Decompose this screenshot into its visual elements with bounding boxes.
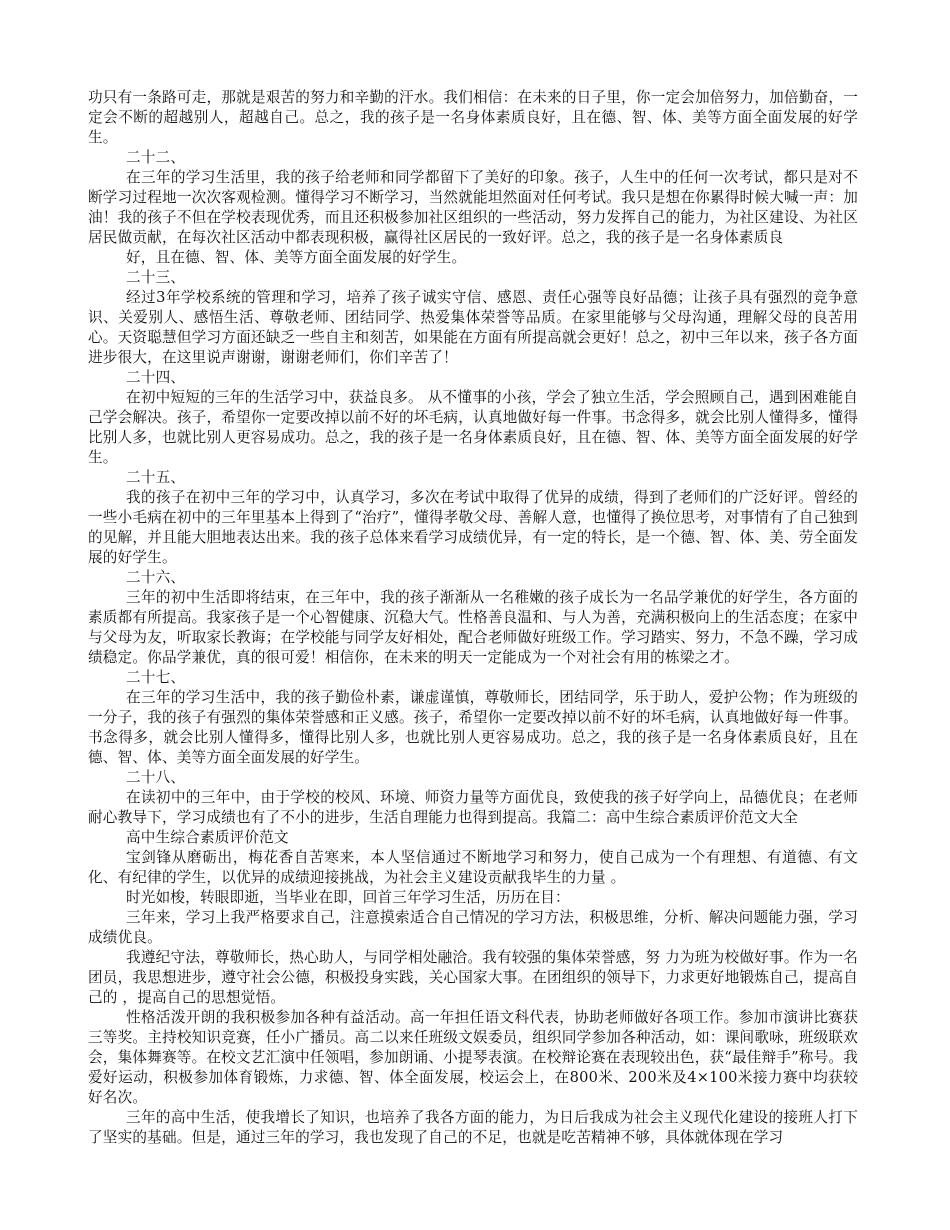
paragraph: 经过3年学校系统的管理和学习，培养了孩子诚实守信、感恩、责任心强等良好品德；让孩子具有强烈的竞争意识、关爱别人、感悟生活、尊敬老师、团结同学、热爱集体荣誉等品质。在家里能够与父母沟通，理解父母的良苦用心。天资聪慧但学习方面还缺乏一些自主和刻苦，如果能在方面有所提高就会更好！总之，初中三年以来，孩子各方面进步很大，在这里说声谢谢，谢谢老师们，你们辛苦了！ — [88, 289, 858, 366]
paragraph: 时光如梭，转眼即逝，当毕业在即，回首三年学习生活，历历在目： — [126, 889, 570, 906]
section-heading: 二十八、 — [126, 769, 186, 786]
paragraph: 在读初中的三年中，由于学校的校风、环境、师资力量等方面优良，致使我的孩子好学向上，品德优良；在老师耐心教导下，学习成绩也有了不小的进步，生活自理能力也得到提高。我篇二：高中生综合素质评价范文大全 — [88, 789, 858, 826]
paragraph: 在三年的学习生活中，我的孩子勤俭朴素，谦虚谨慎，尊敬师长，团结同学，乐于助人，爱护公物；作为班级的一分子，我的孩子有强烈的集体荣誉感和正义感。孩子，希望你一定要改掉以前不好的坏毛病，认真地做好每一件事。书念得多，就会比别人懂得多，懂得比别人多，也就比别人更容易成功。总之，我的孩子是一名身体素质良好，且在德、智、体、美等方面全面发展的好学生。 — [88, 689, 858, 766]
paragraph: 我的孩子在初中三年的学习中，认真学习，多次在考试中取得了优异的成绩，得到了老师们的广泛好评。曾经的一些小毛病在初中的三年里基本上得到了“治疗”，懂得孝敬父母、善解人意，也懂得了换位思考，对事情有了自己独到的见解，并且能大胆地表达出来。我的孩子总体来看学习成绩优异，有一定的特长，是一个德、智、体、美、劳全面发展的好学生。 — [88, 489, 858, 566]
paragraph: 性格活泼开朗的我积极参加各种有益活动。高一年担任语文科代表，协助老师做好各项工作。参加市演讲比赛获三等奖。主持校知识竞赛，任小广播员。高二以来任班级文娱委员，组织同学参加各种活动，如：课间歌咏，班级联欢会，集体舞赛等。在校文艺汇演中任领唱，参加朗诵、小提琴表演。在校辩论赛在表现较出色，获“最佳辩手”称号。我爱好运动，积极参加体育锻炼，力求德、智、体全面发展，校运会上，在800米、200米及4×100米接力赛中均获较好名次。 — [88, 1009, 858, 1106]
paragraph: 三年的初中生活即将结束，在三年中，我的孩子渐渐从一名稚嫩的孩子成长为一名品学兼优的好学生，各方面的素质都有所提高。我家孩子是一个心智健康、沉稳大气。性格善良温和、与人为善，充满积极向上的生活态度；在家中与父母为友，听取家长教诲；在学校能与同学友好相处，配合老师做好班级工作。学习踏实、努力，不急不躁，学习成绩稳定。你品学兼优，真的很可爱！相信你，在未来的明天一定能成为一个对社会有用的栋梁之才。 — [88, 589, 858, 666]
section-heading: 二十四、 — [126, 369, 186, 386]
paragraph: 宝剑锋从磨砺出，梅花香自苦寒来，本人坚信通过不断地学习和努力，使自己成为一个有理想、有道德、有文化、有纪律的学生，以优异的成绩迎接挑战，为社会主义建设贡献我毕生的力量 。 — [88, 849, 858, 886]
paragraph: 好，且在德、智、体、美等方面全面发展的好学生。 — [126, 249, 467, 266]
document-page — [88, 88, 858, 1148]
paragraph: 在初中短短的三年的生活学习中，获益良多。 从不懂事的小孩，学会了独立生活，学会照顾自己，遇到困难能自己学会解决。孩子，希望你一定要改掉以前不好的坏毛病，认真地做好每一件事。书念得多，就会比别人懂得多，懂得比别人多，也就比别人更容易成功。总之，我的孩子是一名身体素质良好，且在德、智、体、美等方面全面发展的好学生。 — [88, 389, 858, 466]
section-heading: 二十七、 — [126, 669, 186, 686]
paragraph: 三年的高中生活，使我增长了知识，也培养了我各方面的能力，为日后我成为社会主义现代化建设的接班人打下了坚实的基础。但是，通过三年的学习，我也发现了自己的不足，也就是吃苦精神不够，具体就体现在学习 — [88, 1109, 858, 1146]
paragraph: 我遵纪守法，尊敬师长，热心助人，与同学相处融洽。我有较强的集体荣誉感，努 力为班为校做好事。作为一名团员，我思想进步，遵守社会公德，积极投身实践，关心国家大事。在团组织的领导下，力求更好地锻炼自己，提高自己的 ，提高自己的思想觉悟。 — [88, 949, 858, 1006]
section-heading: 二十二、 — [126, 149, 186, 166]
paragraph: 在三年的学习生活里，我的孩子给老师和同学都留下了美好的印象。孩子，人生中的任何一次考试，都只是对不断学习过程地一次次客观检测。懂得学习不断学习，当然就能坦然面对任何考试。我只是想在你累得时候大喊一声：加油！我的孩子不但在学校表现优秀，而且还积极参加社区组织的一些活动，努力发挥自己的能力，为社区建设、为社区居民做贡献，在每次社区活动中都表现积极，赢得社区居民的一致好评。总之，我的孩子是一名身体素质良 — [88, 169, 858, 246]
paragraph: 功只有一条路可走，那就是艰苦的努力和辛勤的汗水。我们相信：在未来的日子里，你一定会加倍努力，加倍勤奋，一定会不断的超越别人，超越自己。总之，我的孩子是一名身体素质良好，且在德、智、体、美等方面全面发展的好学生。 — [88, 89, 858, 146]
section-heading: 二十三、 — [126, 269, 186, 286]
section-heading: 二十六、 — [126, 569, 186, 586]
paragraph: 三年来，学习上我严格要求自己，注意摸索适合自己情况的学习方法，积极思维，分析、解决问题能力强，学习成绩优良。 — [88, 909, 858, 946]
section-heading: 二十五、 — [126, 469, 186, 486]
paragraph: 高中生综合素质评价范文 — [126, 829, 289, 846]
